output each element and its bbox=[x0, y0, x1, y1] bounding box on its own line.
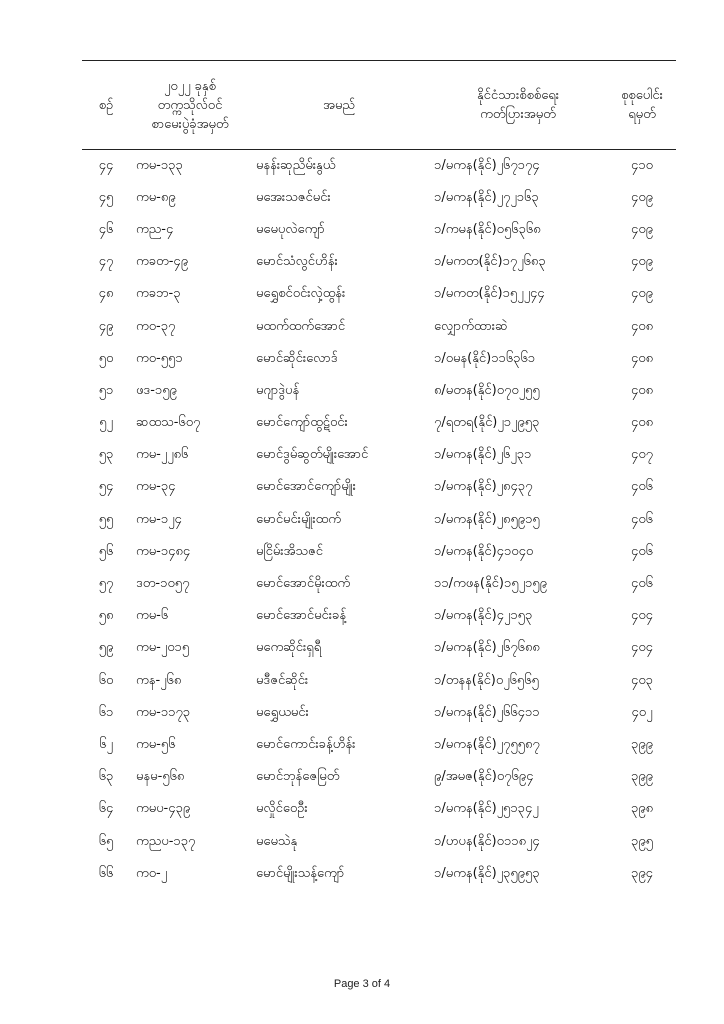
table-row bbox=[82, 858, 676, 890]
cell-roll-number: ဒတ-၁၀၅၇ bbox=[136, 576, 190, 592]
header-roll-line-1: ၂၀၂၂ ခုနှစ် bbox=[164, 78, 216, 94]
cell-total-score: ၄၀၆ bbox=[631, 479, 653, 495]
cell-nrc: ၁/မကန(နိုင်)၂၅၁၃၄၂ bbox=[434, 801, 539, 817]
table-row bbox=[82, 762, 676, 794]
cell-nrc: ၁/ဟပန(နိုင်)၀၁၁၈၂၄ bbox=[434, 833, 540, 849]
cell-roll-number: ကမ-၂၂၈၆ bbox=[136, 447, 189, 463]
cell-total-score: ၄၀၂ bbox=[631, 704, 653, 720]
cell-serial-no: ၆၁ bbox=[98, 704, 114, 720]
cell-name: မောင်အောင်မိုးထက် bbox=[256, 576, 351, 592]
cell-serial-no: ၅၈ bbox=[98, 608, 114, 624]
cell-name: မောင်အောင်မင်းခန့် bbox=[256, 608, 347, 624]
table-row bbox=[82, 214, 676, 246]
cell-serial-no: ၆၂ bbox=[99, 736, 113, 752]
table-row bbox=[82, 279, 676, 311]
cell-total-score: ၃၉၉ bbox=[631, 769, 653, 785]
results-table bbox=[82, 60, 676, 890]
cell-total-score: ၄၀၉ bbox=[631, 286, 653, 302]
cell-nrc: ၇/ရတရ(နိုင်)၂၁၂၉၅၃ bbox=[434, 415, 540, 431]
cell-total-score: ၃၉၅ bbox=[631, 833, 653, 849]
cell-roll-number: ကန-၂၆၈ bbox=[136, 672, 182, 688]
cell-total-score: ၄၀၆ bbox=[631, 543, 653, 559]
header-total-score bbox=[608, 61, 676, 150]
cell-total-score: ၄၀၉ bbox=[631, 254, 653, 270]
table-row bbox=[82, 665, 676, 697]
page-footer: Page 3 of 4 bbox=[333, 978, 391, 990]
cell-roll-number: ကဝ-၃၇ bbox=[136, 318, 176, 334]
cell-name: မရွှေယမင်း bbox=[256, 704, 309, 720]
cell-serial-no: ၅၉ bbox=[98, 640, 114, 656]
cell-name: မကေဆိုင်းရှရီ bbox=[256, 640, 322, 656]
cell-serial-no: ၄၄ bbox=[98, 157, 114, 173]
cell-roll-number: ကခဘ-၃ bbox=[136, 286, 181, 302]
header-name: အမည် bbox=[250, 61, 428, 150]
cell-nrc: ၁/မကန(နိုင်)၂၆၆၄၁၁ bbox=[434, 704, 540, 720]
cell-roll-number: ကခတ-၄၉ bbox=[136, 254, 189, 270]
cell-roll-number: ကဝ-၂ bbox=[136, 865, 168, 881]
cell-nrc: ၁/ကမန(နိုင်)၀၅၆၃၆၈ bbox=[434, 221, 541, 237]
cell-serial-no: ၆၄ bbox=[98, 801, 114, 817]
cell-name: မောင်ကောင်းခန့်ဟိန်း bbox=[256, 736, 356, 752]
cell-name: မလှိုင်ဝေဦး bbox=[256, 801, 308, 817]
cell-serial-no: ၅၄ bbox=[98, 479, 114, 495]
cell-name: မောင်မျိုးသန့်ကျော် bbox=[256, 865, 345, 881]
cell-serial-no: ၅၇ bbox=[98, 576, 114, 592]
cell-name: မောင်မင်းမျိုးထက် bbox=[256, 511, 341, 527]
cell-roll-number: ကမ-၂၀၁၅ bbox=[136, 640, 190, 656]
cell-nrc: ၁/မကန(နိုင်)၂၆၇၆၈၈ bbox=[434, 640, 540, 656]
header-nrc-line-2: ကတ်ပြားအမှတ် bbox=[480, 107, 556, 122]
cell-roll-number: ကဝ-၅၅၁ bbox=[136, 350, 183, 366]
cell-serial-no: ၆၅ bbox=[98, 833, 114, 849]
table-row bbox=[82, 697, 676, 729]
cell-serial-no: ၆၆ bbox=[98, 865, 114, 881]
cell-total-score: ၄၀၃ bbox=[631, 672, 653, 688]
cell-total-score: ၄၀၈ bbox=[630, 415, 654, 431]
cell-total-score: ၃၉၉ bbox=[631, 736, 653, 752]
cell-name: မောင်သံလွင်ဟိန်း bbox=[256, 254, 338, 270]
cell-nrc: ၁/မကန(နိုင်)၂၇၂၁၆၃ bbox=[434, 189, 539, 205]
cell-serial-no: ၅၀ bbox=[98, 350, 114, 366]
cell-total-score: ၄၀၈ bbox=[630, 318, 654, 334]
table-row bbox=[82, 826, 676, 858]
table-row bbox=[82, 633, 676, 665]
cell-name: မမေသဲနု bbox=[256, 833, 298, 849]
cell-roll-number: ကည-၄ bbox=[136, 221, 174, 237]
cell-serial-no: ၄၉ bbox=[98, 318, 114, 334]
cell-roll-number: မနမ-၅၆၈ bbox=[136, 769, 185, 785]
cell-total-score: ၃၉၄ bbox=[631, 865, 653, 881]
cell-total-score: ၄၀၄ bbox=[631, 608, 653, 624]
cell-total-score: ၄၀၇ bbox=[631, 447, 653, 463]
table-row bbox=[82, 729, 676, 761]
table-row bbox=[82, 408, 676, 440]
cell-roll-number: ကမ-၁၂၄ bbox=[136, 511, 182, 527]
cell-serial-no: ၅၆ bbox=[98, 543, 114, 559]
cell-nrc: ၁/မကန(နိုင်)၄၂၁၅၃ bbox=[434, 608, 533, 624]
cell-name: မနန်းဆုညိမ်းနွယ် bbox=[256, 157, 336, 173]
cell-name: မအေးသဇင်မင်း bbox=[256, 189, 331, 205]
cell-name: မငြိမ်းအိသဇင် bbox=[256, 543, 323, 559]
table-row bbox=[82, 182, 676, 214]
table-header-row bbox=[82, 61, 676, 150]
cell-name: မဒီဇင်ဆိုင်း bbox=[256, 672, 309, 688]
cell-serial-no: ၄၈ bbox=[98, 286, 114, 302]
header-nrc bbox=[428, 61, 608, 150]
cell-name: မောင်ကျော်ထွဋ်ဝင်း bbox=[256, 415, 348, 431]
table-row bbox=[82, 472, 676, 504]
table-row bbox=[82, 794, 676, 826]
cell-serial-no: ၆၃ bbox=[98, 769, 114, 785]
table-row bbox=[82, 504, 676, 536]
cell-roll-number: ကမပ-၄၃၉ bbox=[136, 801, 191, 817]
cell-roll-number: ကမ-၁၁၇၃ bbox=[136, 704, 191, 720]
cell-serial-no: ၅၅ bbox=[98, 511, 114, 527]
header-roll-line-3: စာမေးပွဲခုံအမှတ် bbox=[151, 116, 229, 132]
cell-total-score: ၄၁၀ bbox=[631, 157, 653, 173]
cell-name: မရွှေစင်ဝင်းလှဲ့ထွန်း bbox=[256, 286, 346, 302]
cell-roll-number: ကမ-၁၃၃ bbox=[136, 157, 183, 173]
cell-roll-number: ကမ-၆ bbox=[136, 608, 169, 624]
cell-roll-number: ဖဒ-၁၅၉ bbox=[136, 382, 177, 398]
cell-serial-no: ၄၆ bbox=[98, 221, 114, 237]
cell-name: မောင်ဘုန်ဇေမြတ် bbox=[256, 769, 340, 785]
cell-serial-no: ၅၁ bbox=[98, 382, 114, 398]
cell-name: မောင်ဒွမ်ဆွတ်မျိုးအောင် bbox=[256, 447, 369, 463]
cell-name: မဂျာဒွဲပန် bbox=[256, 382, 300, 398]
table-row bbox=[82, 568, 676, 600]
cell-roll-number: ကမ-၈၉ bbox=[136, 189, 176, 205]
cell-serial-no: ၅၂ bbox=[99, 415, 113, 431]
table-row bbox=[82, 343, 676, 375]
cell-total-score: ၄၀၉ bbox=[631, 221, 653, 237]
cell-nrc: ၁/မကန(နိုင်)၂၈၅၉၁၅ bbox=[434, 511, 540, 527]
cell-nrc: ၁/မကန(နိုင်)၄၁၀၄၀ bbox=[434, 543, 534, 559]
cell-total-score: ၄၀၈ bbox=[630, 350, 654, 366]
header-score-line-1: စုစုပေါင်း bbox=[621, 88, 663, 103]
header-roll-number bbox=[130, 61, 250, 150]
header-roll-line-2: တက္ကသိုလ်ဝင် bbox=[157, 97, 223, 113]
cell-nrc: ၉/အမဇ(နိုင်)၀၇၆၉၄ bbox=[434, 769, 534, 785]
cell-nrc: ၁/မကန(နိုင်)၂၆၂၃၁ bbox=[434, 447, 532, 463]
table-row bbox=[82, 247, 676, 279]
cell-total-score: ၄၀၉ bbox=[631, 189, 653, 205]
cell-total-score: ၄၀၆ bbox=[631, 576, 653, 592]
cell-nrc: ၁/ဝမန(နိုင်)၁၁၆၃၆၁ bbox=[434, 350, 536, 366]
cell-name: မမေပုလဲကျော် bbox=[256, 221, 325, 237]
cell-nrc: ၁/မကတ(နိုင်)၁၇၂၆၈၃ bbox=[434, 254, 546, 270]
cell-total-score: ၄၀၄ bbox=[631, 640, 653, 656]
cell-nrc: ၁/မကန(နိုင်)၂၈၄၃၇ bbox=[434, 479, 533, 495]
cell-total-score: ၄၀၈ bbox=[630, 382, 654, 398]
cell-nrc: လျှောက်ထားဆဲ bbox=[434, 318, 508, 334]
header-score-line-2: ရမှတ် bbox=[628, 107, 656, 122]
cell-nrc: ၁/မကတ(နိုင်)၁၅၂၂၄၄ bbox=[434, 286, 545, 302]
header-serial-no: စဉ် bbox=[82, 61, 130, 150]
cell-name: မထက်ထက်အောင် bbox=[256, 318, 346, 334]
cell-roll-number: ကမ-၁၄၈၄ bbox=[136, 543, 191, 559]
cell-serial-no: ၆၀ bbox=[98, 672, 114, 688]
table-row bbox=[82, 440, 676, 472]
cell-nrc: ၁/မကန(နိုင်)၂၆၇၁၇၄ bbox=[434, 157, 540, 173]
cell-serial-no: ၄၅ bbox=[98, 189, 114, 205]
cell-name: မောင်အောင်ကျော်မျိုး bbox=[256, 479, 356, 495]
cell-serial-no: ၄၇ bbox=[98, 254, 114, 270]
table-row bbox=[82, 150, 676, 183]
cell-total-score: ၄၀၆ bbox=[631, 511, 653, 527]
table-row bbox=[82, 536, 676, 568]
cell-roll-number: ကညပ-၁၃၇ bbox=[136, 833, 196, 849]
cell-nrc: ၁/မကန(နိုင်)၂၇၅၅၈၇ bbox=[434, 736, 540, 752]
cell-roll-number: ဆထသ-၆၀၇ bbox=[136, 415, 201, 431]
table-row bbox=[82, 375, 676, 407]
cell-total-score: ၃၉၈ bbox=[630, 801, 654, 817]
table-row bbox=[82, 311, 676, 343]
cell-roll-number: ကမ-၃၄ bbox=[136, 479, 176, 495]
cell-roll-number: ကမ-၅၆ bbox=[136, 736, 176, 752]
cell-name: မောင်ဆိုင်းလောဒ် bbox=[256, 350, 338, 366]
cell-nrc: ၁၁/ကဖန(နိုင်)၁၅၂၁၅၉ bbox=[434, 576, 547, 592]
header-nrc-line-1: နိုင်ငံသားစိစစ်ရေး bbox=[476, 88, 560, 103]
table-row bbox=[82, 601, 676, 633]
cell-nrc: ၁/မကန(နိုင်)၂၃၅၉၅၃ bbox=[434, 865, 540, 881]
cell-nrc: ၈/မတန(နိုင်)၀၇၀၂၅၅ bbox=[434, 382, 540, 398]
cell-serial-no: ၅၃ bbox=[98, 447, 114, 463]
cell-nrc: ၁/တနန(နိုင်)၀၂၆၅၆၅ bbox=[434, 672, 539, 688]
